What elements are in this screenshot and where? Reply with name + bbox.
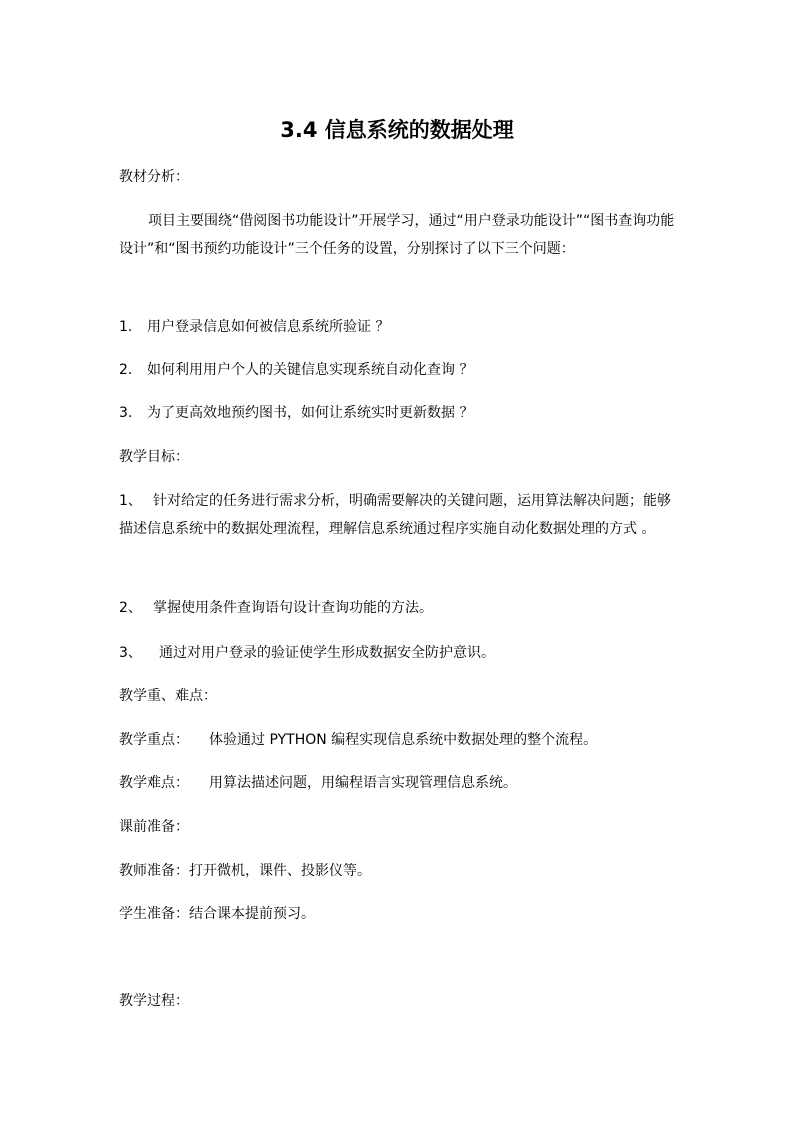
goal-text: 针对给定的任务进行需求分析，明确需要解决的关键问题，运用算法解决问题；能够描述信息系统中的数据处理流程，理解信息系统通过程序实施自动化数据处理的方式 。 <box>119 493 671 537</box>
goal-number: 1、 <box>119 493 142 509</box>
teaching-focus-label: 教学重点： <box>119 732 189 748</box>
goal-text: 掌握使用条件查询语句设计查询功能的方法。 <box>153 600 433 616</box>
teacher-preparation: 教师准备：打开微机，课件、投影仪等。 <box>119 863 371 879</box>
teaching-difficulty-label: 教学难点： <box>119 775 189 791</box>
question-text: 如何利用用户个人的关键信息实现系统自动化查询 ？ <box>147 362 474 378</box>
goal-number: 2、 <box>119 600 142 616</box>
analysis-heading: 教材分析： <box>119 169 189 185</box>
preparation-heading: 课前准备： <box>119 819 189 835</box>
teaching-focus <box>119 726 679 754</box>
question-item <box>119 313 679 341</box>
teaching-difficulty <box>119 769 679 797</box>
question-number: 2. <box>119 362 133 378</box>
goal-text: 通过对用户登录的验证使学生形成数据安全防护意识。 <box>159 645 495 661</box>
analysis-paragraph: 项目主要围绕“借阅图书功能设计”开展学习，通过“用户登录功能设计”“图书查询功能设计”和“图书预约功能设计”三个任务的设置，分别探讨了以下三个问题： <box>119 213 675 257</box>
goals-heading: 教学目标： <box>119 449 189 465</box>
question-item <box>119 356 679 384</box>
goal-item <box>119 487 675 543</box>
goal-item <box>119 639 679 667</box>
question-text: 用户登录信息如何被信息系统所验证 ？ <box>147 319 390 335</box>
key-points-heading: 教学重、难点： <box>119 688 217 704</box>
question-number: 3. <box>119 405 133 421</box>
question-number: 1. <box>119 319 133 335</box>
question-item <box>119 399 679 427</box>
question-text: 为了更高效地预约图书，如何让系统实时更新数据 ？ <box>147 405 474 421</box>
document-title: 3.4 信息系统的数据处理 <box>280 118 514 142</box>
process-heading: 教学过程： <box>119 993 189 1009</box>
teaching-focus-text: 体验通过 PYTHON 编程实现信息系统中数据处理的整个流程。 <box>209 732 598 748</box>
goal-number: 3、 <box>119 645 142 661</box>
goal-item <box>119 594 679 622</box>
student-preparation: 学生准备：结合课本提前预习。 <box>119 906 315 922</box>
teaching-difficulty-text: 用算法描述问题，用编程语言实现管理信息系统。 <box>209 775 517 791</box>
